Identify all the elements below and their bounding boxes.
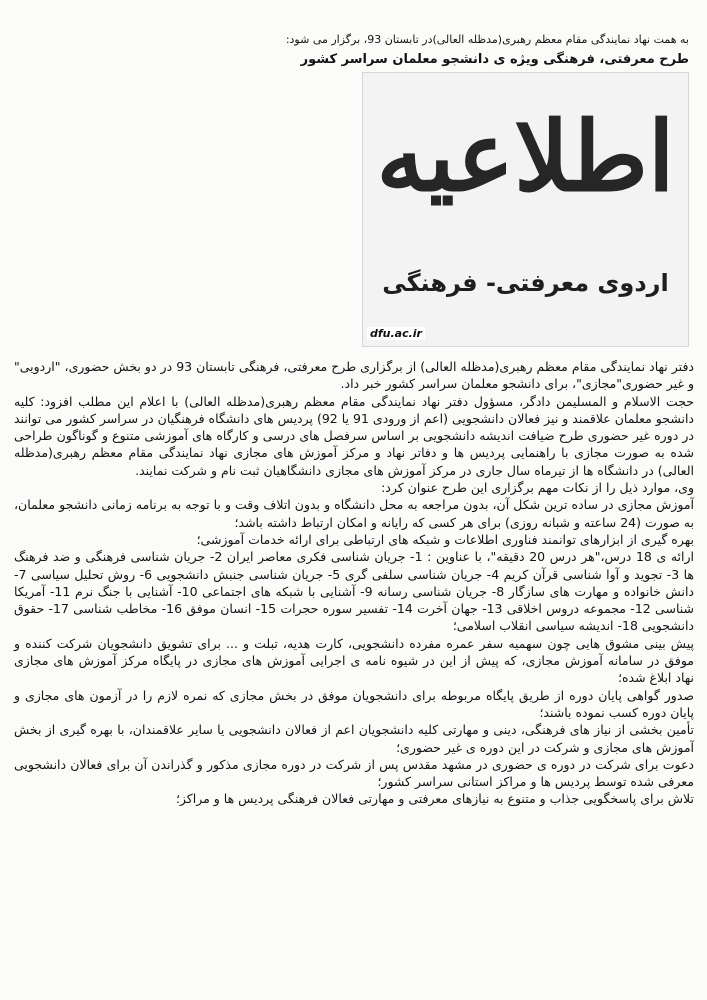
headline: طرح معرفتی، فرهنگی ویژه ی دانشجو معلمان سراسر کشور: [300, 52, 689, 67]
paragraph: بهره گیری از ابزارهای توانمند فناوری اطلاعات و شبکه های ارتباطی برای ارائه خدمات آموزشی؛: [196, 531, 694, 547]
paragraph: پیش بینی مشوق هایی چون سهمیه سفر عمره مفرده دانشجویی، کارت هدیه، تبلت و ... برای تشویق دانشجویان شرکت کننده و موفق در سامانه آموزش مجازی، که پیش از این در شیوه نامه ی اجرایی آموزش های مجازی در پایگاه مرکز آموزش های مجازی نهاد ابلاغ شده؛: [14, 635, 694, 686]
paragraph: آموزش مجازی در ساده ترین شکل آن، بدون مراجعه به محل دانشگاه و بدون اتلاف وقت و با توجه به برنامه زمانی دانشجو معلمان، به صورت (24 ساعته و شبانه روزی) برای هر کسی که رایانه و امکان ارتباط داشته باشد؛: [14, 497, 694, 530]
article-body: [14, 358, 694, 808]
banner-main-word: اطلاعیه: [376, 100, 675, 213]
paragraph: دعوت برای شرکت در دوره ی حضوری در مشهد مقدس پس از شرکت در دوره مجازی مذکور و گذراندن آن برای فعالان دانشجویی معرفی شده توسط پردیس ها و مراکز استانی سراسر کشور؛: [14, 756, 694, 790]
intro-line: به همت نهاد نمایندگی مقام معظم رهبری(مدظله العالی)در تابستان 93، برگزار می شود:: [285, 33, 689, 46]
paragraph: دفتر نهاد نمایندگی مقام معظم رهبری(مدظله العالی) از برگزاری طرح معرفتی، فرهنگی تابستان 93 در دو بخش حضوری، "اردویی" و غیر حضوری"مجازی"، برای دانشجو معلمان سراسر کشور خبر داد.: [14, 359, 694, 392]
banner-logo: dfu.ac.ir: [367, 327, 425, 340]
paragraph: ارائه ی 18 درس،"هر درس 20 دقیقه"، با عناوین : 1- جریان شناسی فکری معاصر ایران 2- جریان شناسی فرهنگی و ضد فرهنگ ها 3- تجوید و آوا شناسی قرآن کریم 4- جریان شناسی سلفی گری 5- جریان شناسی جنبش دانشجویی 6- روش تحلیل سیاسی 7- دانش خانواده و مهارت های سازگار 8- جریان شناسی رسانه 9- آشنایی با شبکه های اجتماعی 10- آشنایی با جنگ نرم 11- آمریکا شناسی 12- مجموعه دروس اخلاقی 13- جهان آخرت 14- تفسیر سوره حجرات 15- انسان موفق 16- مخاطب شناسی 17- حقوق دانشجویی 18- اندیشه سیاسی انقلاب اسلامی؛: [14, 549, 695, 634]
paragraph: حجت الاسلام و المسلیمن دادگر، مسؤول دفتر نهاد نمایندگی مقام معظم رهبری(مدظله العالی) با اعلام این مطلب افزود: کلیه دانشجو معلمان علاقمند و نیز فعالان دانشجویی (اعم از ورودی 91 یا 92) پردیس های دانشگاه فرهنگیان در سراسر کشور می توانند در دوره غیر حضوری طرح ضیافت اندیشه دانشجویی بر اساس سرفصل های درسی و کارگاه های آموزشی متنوع و گوناگون طراحی شده به صورت مجازی با راهنمایی پردیس ها و دفاتر نهاد و مرکز آموزش های مجازی نهاد نمایندگی مقام معظم رهبری(مدظله العالی) در دانشگاه ها از تیرماه سال جاری در مرکز آموزش های مجازی دانشگاهیان ثبت نام و شرکت نمایند.: [14, 393, 694, 478]
announcement-banner-image: [362, 72, 689, 347]
paragraph: تلاش برای پاسخگویی جذاب و متنوع به نیازهای معرفتی و مهارتی فعالان فرهنگی پردیس ها و مراکز؛: [175, 791, 694, 807]
paragraph: صدور گواهی پایان دوره از طریق پایگاه مربوطه برای دانشجویان موفق در بخش مجازی که نمره لازم را در آزمون های مجازی و پایان دوره کسب نموده باشند؛: [14, 687, 694, 720]
banner-subtitle: اردوی معرفتی- فرهنگی: [382, 269, 669, 297]
paragraph: وی، موارد ذیل را از نکات مهم برگزاری این طرح عنوان کرد:: [381, 480, 694, 496]
paragraph: تأمین بخشی از نیاز های فرهنگی، دینی و مهارتی کلیه دانشجویان اعم از فعالان دانشجویی یا سایر علاقمندان، با بهره گیری از بخش آموزش های مجازی و شرکت در این دوره ی غیر حضوری؛: [14, 722, 694, 755]
